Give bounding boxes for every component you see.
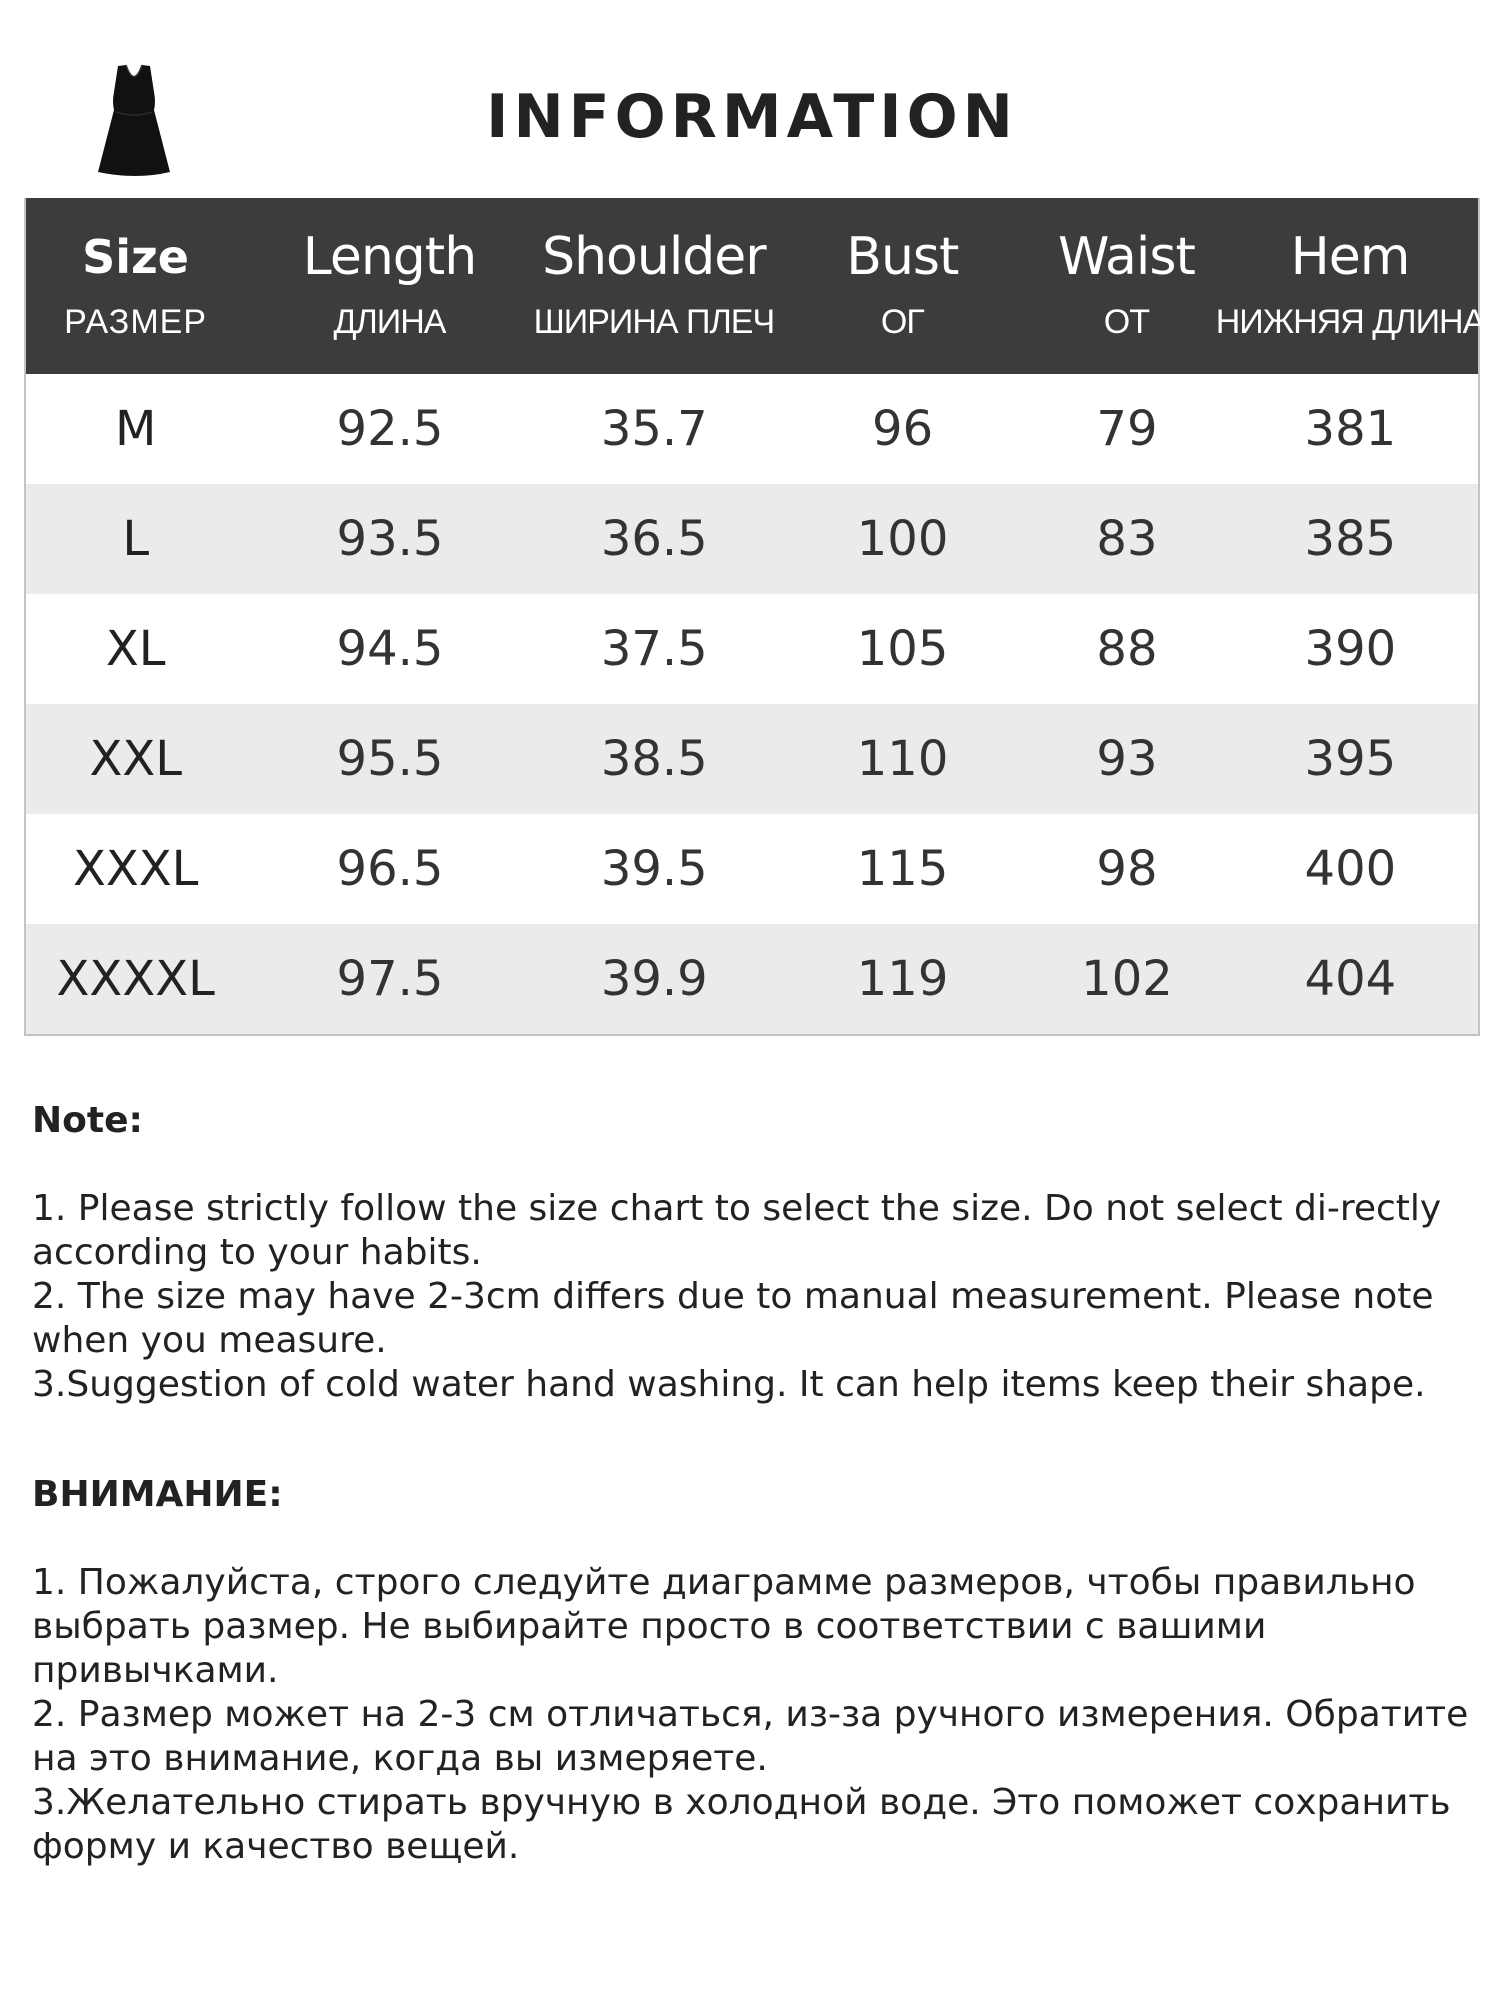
cell-shoulder: 36.5 [600,511,708,567]
col-header-ru: ШИРИНА ПЛЕЧ [533,303,775,341]
cell-shoulder: 35.7 [600,401,708,457]
cell-bust: 119 [856,951,949,1007]
cell-waist: 93 [1096,731,1158,787]
col-header-en: Hem [1290,227,1410,287]
cell-length: 96.5 [336,841,444,897]
cell-waist: 98 [1096,841,1158,897]
cell-waist: 79 [1096,401,1158,457]
col-header-en: Bust [846,227,959,287]
table-header [26,198,1485,374]
table-row [26,924,1478,1034]
note-heading-en: Note: [32,1100,143,1141]
note-item: 3.Suggestion of cold water hand washing. It can help items keep their shape. [32,1364,1426,1405]
cell-size: L [122,511,150,567]
note-item: 2. The size may have 2-3cm differs due to manual measurement. Please note when you measure. [32,1276,1434,1361]
cell-size: XL [105,621,166,677]
cell-hem: 404 [1304,951,1397,1007]
col-header-ru: РАЗМЕР [64,303,207,341]
col-header-en: Waist [1057,227,1195,287]
table-row [26,704,1478,814]
cell-shoulder: 37.5 [600,621,708,677]
cell-waist: 102 [1081,951,1173,1007]
col-header-shoulder [534,198,774,374]
cell-size: M [114,401,157,457]
col-header-en: Length [302,227,477,287]
cell-hem: 381 [1304,401,1397,457]
note-heading-ru: ВНИМАНИЕ: [32,1474,283,1515]
table-row [26,594,1478,704]
cell-bust: 115 [856,841,949,897]
col-header-waist [1031,198,1222,374]
cell-size: XXL [89,731,182,787]
page-title: INFORMATION [486,82,1018,152]
cell-length: 94.5 [336,621,444,677]
col-header-length [245,198,534,374]
cell-hem: 395 [1304,731,1397,787]
cell-bust: 96 [872,401,934,457]
table-row [26,374,1478,484]
cell-length: 95.5 [336,731,444,787]
notes-section [32,1095,1472,1869]
cell-shoulder: 38.5 [600,731,708,787]
cell-waist: 83 [1096,511,1158,567]
cell-length: 93.5 [336,511,444,567]
note-item: 1. Please strictly follow the size chart to select the size. Do not select di-rectly according to your habits. [32,1188,1442,1273]
cell-bust: 110 [856,731,949,787]
cell-length: 92.5 [336,401,444,457]
cell-shoulder: 39.9 [600,951,708,1007]
cell-size: XXXXL [56,951,215,1007]
col-header-ru: ОТ [1103,303,1149,341]
note-item: 2. Размер может на 2-3 см отличаться, из-за ручного измерения. Обратите на это внимание, когда вы измеряете. [32,1694,1469,1779]
col-header-size [26,198,245,374]
table-row [26,814,1478,924]
table-row [26,484,1478,594]
cell-shoulder: 39.5 [600,841,708,897]
cell-length: 97.5 [336,951,444,1007]
col-header-bust [774,198,1031,374]
cell-hem: 400 [1304,841,1397,897]
col-header-en: Size [82,230,189,284]
note-item: 3.Желательно стирать вручную в холодной воде. Это поможет сохранить форму и качество вещей. [32,1782,1451,1867]
note-list-en [32,1187,1472,1407]
cell-hem: 385 [1304,511,1397,567]
cell-size: XXXL [73,841,199,897]
col-header-ru: ДЛИНА [333,303,446,341]
note-list-ru [32,1561,1472,1869]
note-item: 1. Пожалуйста, строго следуйте диаграмме размеров, чтобы правильно выбрать размер. Не выбирайте просто в соответствии с вашими привычками. [32,1562,1416,1691]
col-header-hem [1215,198,1485,374]
cell-bust: 100 [856,511,949,567]
size-chart-table [24,198,1485,1036]
col-header-en: Shoulder [542,227,766,287]
col-header-ru: ОГ [880,303,924,341]
col-header-ru: НИЖНЯЯ ДЛИНА [1215,303,1485,341]
cell-waist: 88 [1096,621,1158,677]
cell-bust: 105 [856,621,949,677]
cell-hem: 390 [1304,621,1397,677]
